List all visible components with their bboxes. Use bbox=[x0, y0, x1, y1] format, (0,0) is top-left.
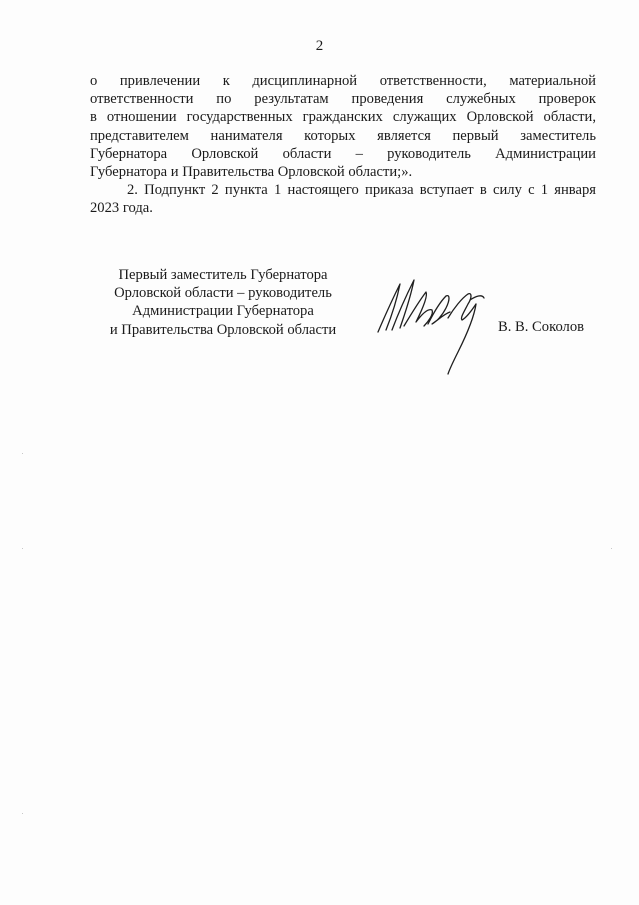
paragraph-2 bbox=[90, 181, 596, 217]
text-line: о привлечении к дисциплинарной ответственности, материальной bbox=[90, 73, 596, 89]
scan-speck bbox=[22, 813, 23, 814]
signer-title-line: Первый заместитель Губернатора bbox=[118, 267, 328, 283]
scan-speck bbox=[611, 548, 612, 549]
text-line: Губернатора Орловской области – руководитель Администрации bbox=[90, 145, 596, 162]
body-text bbox=[90, 72, 596, 218]
text-line: ответственности по результатам проведения служебных проверок bbox=[90, 91, 596, 108]
signer-name: В. В. Соколов bbox=[498, 319, 585, 335]
text-line: в отношении государственных гражданских служащих Орловской области, bbox=[90, 109, 596, 126]
signer-title-line: и Правительства Орловской области bbox=[109, 321, 337, 338]
page-number: 2 bbox=[315, 38, 324, 54]
text-line: 2023 года. bbox=[90, 200, 153, 217]
text-line: представителем нанимателя которых является первый заместитель bbox=[90, 127, 596, 144]
paragraph-1 bbox=[90, 72, 596, 181]
text-line: Губернатора и Правительства Орловской области;». bbox=[90, 164, 413, 181]
text-line: 2. Подпункт 2 пункта 1 настоящего приказа вступает в силу с 1 января bbox=[127, 182, 596, 199]
signer-title-line: Орловской области – руководитель bbox=[114, 285, 332, 302]
signer-title bbox=[94, 266, 352, 339]
scan-speck bbox=[22, 453, 23, 454]
scan-speck bbox=[22, 548, 23, 549]
signer-title-line: Администрации Губернатора bbox=[132, 303, 314, 320]
handwritten-signature bbox=[370, 270, 500, 380]
